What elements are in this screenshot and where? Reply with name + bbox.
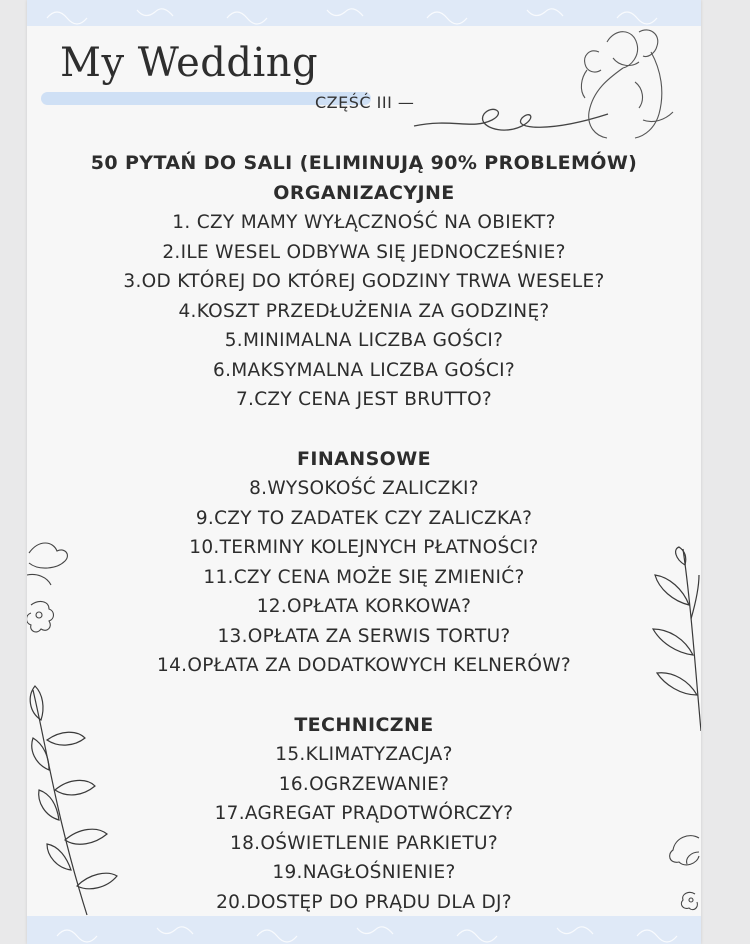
question-item: 14.OPŁATA ZA DODATKOWYCH KELNERÓW? [157, 655, 571, 676]
question-item: 10.TERMINY KOLEJNYCH PŁATNOŚCI? [189, 537, 539, 558]
question-item: 13.OPŁATA ZA SERWIS TORTU? [217, 625, 511, 647]
page-subtitle: CZĘŚĆ III — [315, 93, 415, 112]
section-heading-organizacyjne: ORGANIZACYJNE [273, 182, 455, 204]
section-finansowe [27, 444, 701, 681]
bottom-floral-band [27, 916, 701, 944]
document-page [27, 0, 701, 944]
question-list [27, 148, 701, 917]
section-organizacyjne [27, 208, 701, 415]
question-item: 3.OD KTÓREJ DO KTÓREJ GODZINY TRWA WESELE? [123, 271, 605, 292]
main-heading: 50 PYTAŃ DO SALI (ELIMINUJĄ 90% PROBLEMÓW) [90, 152, 638, 174]
question-item: 15.KLIMATYZACJA? [275, 744, 453, 765]
question-item: 18.OŚWIETLENIE PARKIETU? [230, 832, 498, 854]
question-item: 16.OGRZEWANIE? [278, 773, 450, 795]
question-item: 9.CZY TO ZADATEK CZY ZALICZKA? [195, 507, 533, 529]
question-item: 12.OPŁATA KORKOWA? [256, 596, 472, 617]
section-heading-finansowe: FINANSOWE [297, 448, 431, 470]
question-item: 11.CZY CENA MOŻE SIĘ ZMIENIĆ? [203, 566, 525, 588]
question-item: 6.MAKSYMALNA LICZBA GOŚCI? [213, 359, 515, 381]
question-item: 7.CZY CENA JEST BRUTTO? [235, 389, 493, 410]
section-heading-techniczne: TECHNICZNE [294, 714, 434, 736]
question-item: 17.AGREGAT PRĄDOTWÓRCZY? [214, 803, 514, 824]
couple-line-art-icon [547, 22, 687, 142]
question-item: 4.KOSZT PRZEDŁUŻENIA ZA GODZINĘ? [178, 300, 550, 322]
question-item: 20.DOSTĘP DO PRĄDU DLA DJ? [216, 891, 512, 913]
question-item: 5.MINIMALNA LICZBA GOŚCI? [224, 330, 504, 351]
floral-pattern-icon [27, 916, 701, 944]
question-item: 8.WYSOKOŚĆ ZALICZKI? [249, 478, 479, 499]
question-item: 19.NAGŁOŚNIENIE? [272, 862, 456, 883]
section-techniczne [27, 710, 701, 917]
question-item: 1. CZY MAMY WYŁĄCZNOŚĆ NA OBIEKT? [172, 212, 556, 233]
page-title: My Wedding [60, 40, 319, 86]
question-item: 2.ILE WESEL ODBYWA SIĘ JEDNOCZEŚNIE? [162, 241, 566, 263]
